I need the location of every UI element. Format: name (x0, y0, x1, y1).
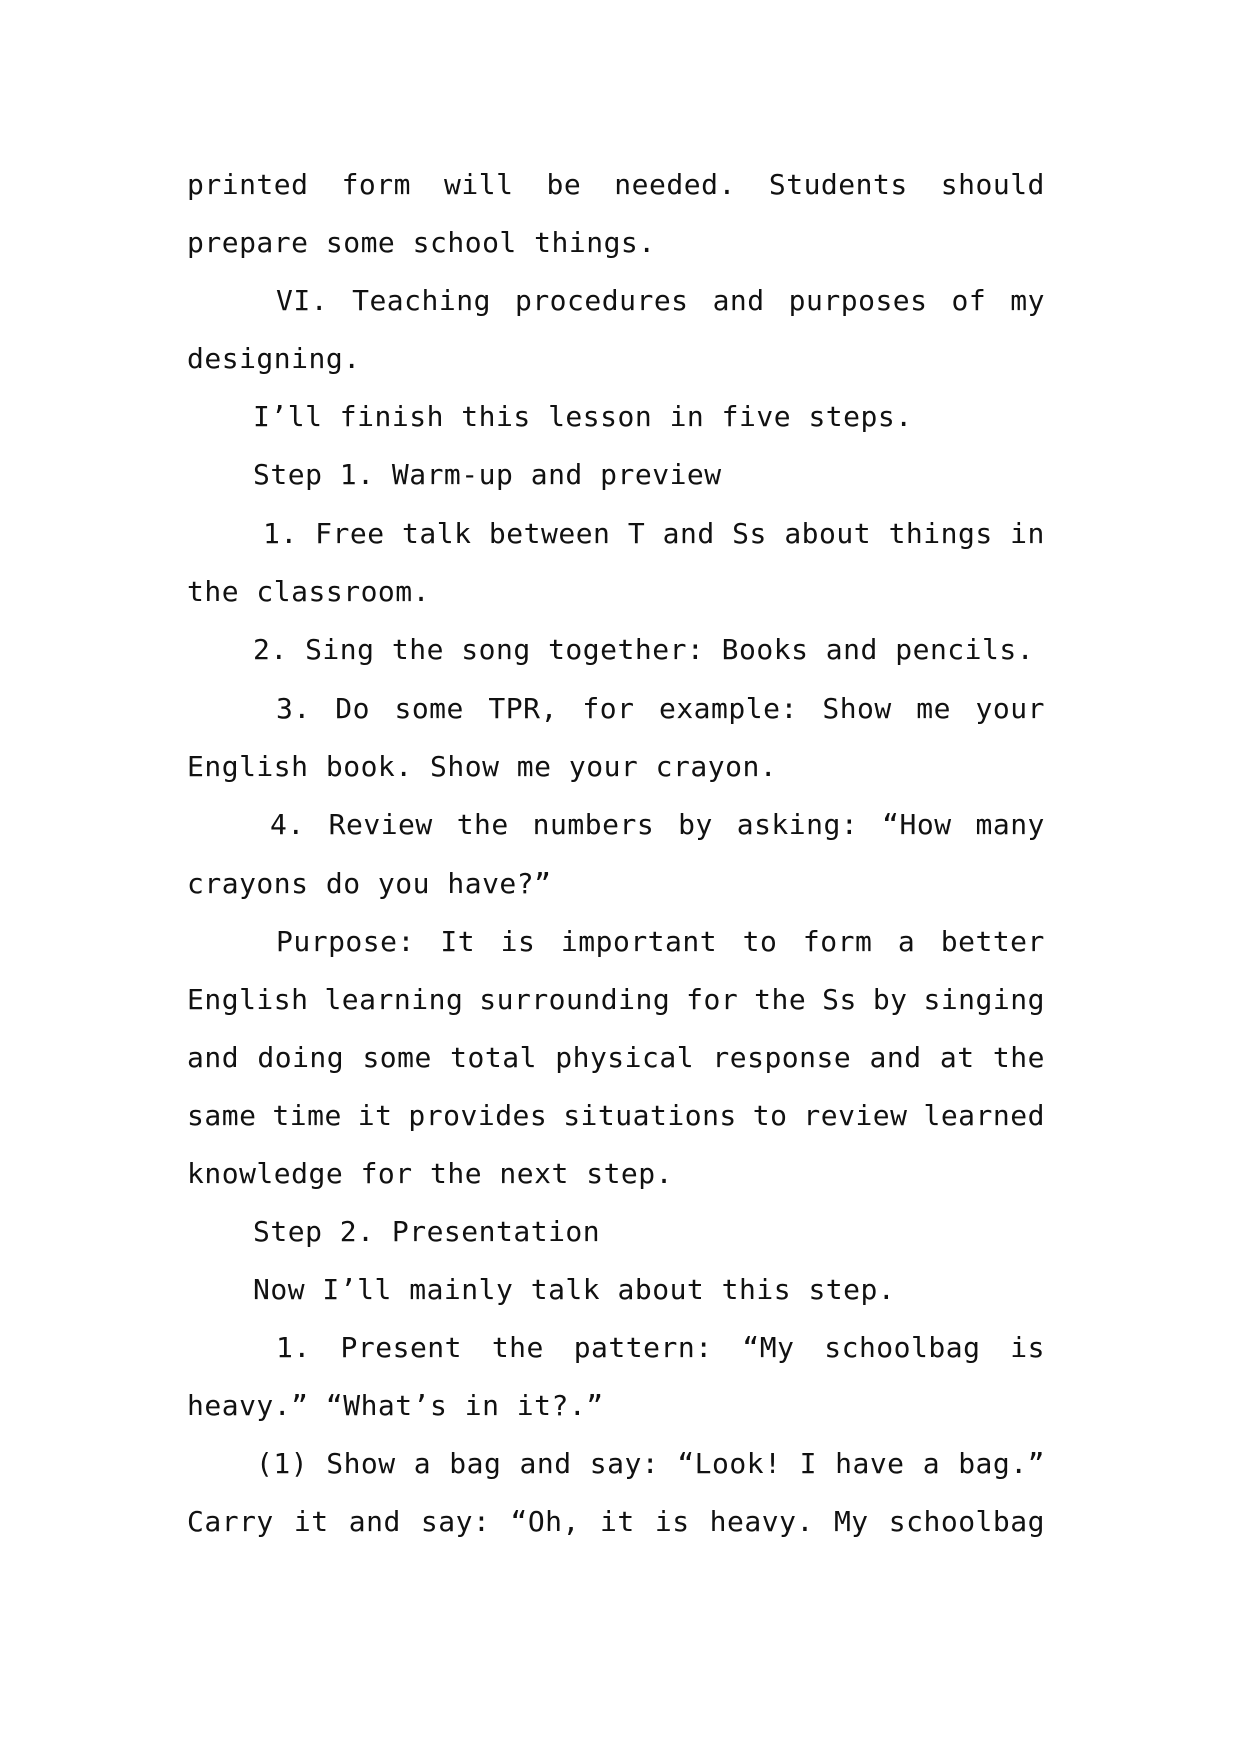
step-2-intro: Now I’ll mainly talk about this step. (253, 1273, 896, 1306)
word: My (833, 1505, 869, 1538)
word: physical (555, 1041, 695, 1074)
word: singing (923, 983, 1045, 1016)
word: procedures (514, 284, 689, 317)
word: Do (335, 692, 370, 725)
step-1-item-3-line-2: English book. Show me your crayon. (187, 750, 778, 783)
word: form (341, 168, 411, 201)
word: and (869, 1041, 922, 1074)
word: total (450, 1041, 537, 1074)
step-1-item-2: 2. Sing the song together: Books and pencils. (253, 633, 1035, 666)
word: for (686, 983, 739, 1016)
purpose-line-2 (187, 982, 1045, 1018)
word: it (357, 1099, 393, 1132)
word: is (1010, 1331, 1045, 1364)
word: say: (420, 1505, 491, 1538)
word: by (678, 808, 713, 841)
word: Purpose: (276, 925, 415, 958)
word: situations (563, 1099, 737, 1132)
word: learning (324, 983, 464, 1016)
word: TPR, (488, 692, 558, 725)
word: example: (658, 692, 798, 725)
word: by (872, 983, 908, 1016)
word: pattern: (573, 1331, 713, 1364)
word: the (491, 1331, 544, 1364)
word: numbers (532, 808, 655, 841)
step-1-item-4-line-1 (270, 807, 1045, 843)
word: say: (589, 1447, 660, 1480)
word: important (560, 925, 718, 958)
word: will (444, 168, 514, 201)
word: talk (402, 517, 472, 550)
word: “Look! (677, 1447, 782, 1480)
word: T (627, 517, 646, 550)
word: 3. (276, 692, 311, 725)
word: same (187, 1099, 257, 1132)
step-2-subitem-1-line-1 (256, 1446, 1045, 1482)
word: Teaching (352, 284, 491, 317)
word: 1. (276, 1331, 311, 1364)
word: the (456, 808, 509, 841)
word: Present (340, 1331, 463, 1364)
word: better (940, 925, 1045, 958)
word: and (348, 1505, 401, 1538)
word: Ss (732, 517, 767, 550)
word: “How (882, 808, 952, 841)
word: to (752, 1099, 788, 1132)
word: Ss (822, 983, 857, 1016)
step-2-item-1-line-1 (276, 1330, 1045, 1366)
word: to (742, 925, 778, 958)
word: of (951, 284, 987, 317)
word: provides (408, 1099, 548, 1132)
word: a (922, 1447, 941, 1480)
word: the (992, 1041, 1045, 1074)
step-1-item-4-line-2: crayons do you have?” (187, 867, 552, 900)
word: response (712, 1041, 852, 1074)
intro-line: I’ll finish this lesson in five steps. (253, 400, 913, 433)
word: a (897, 925, 916, 958)
word: and (187, 1041, 240, 1074)
word: for (582, 692, 635, 725)
word: VI. (276, 284, 329, 317)
word: Show (822, 692, 892, 725)
word: “My (742, 1331, 795, 1364)
word: asking: (736, 808, 859, 841)
word: 4. (270, 808, 305, 841)
word: is (500, 925, 536, 958)
word: be (546, 168, 582, 201)
word: heavy. (709, 1505, 814, 1538)
word: Students (768, 168, 908, 201)
purpose-line-5: knowledge for the next step. (187, 1157, 674, 1190)
word: at (939, 1041, 975, 1074)
word: have (835, 1447, 905, 1480)
word: some (394, 692, 464, 725)
step-2-heading: Step 2. Presentation (253, 1215, 601, 1248)
step-1-item-1-line-1 (263, 516, 1045, 552)
word: your (975, 692, 1045, 725)
word: is (654, 1505, 690, 1538)
word: surrounding (479, 983, 671, 1016)
word: and (662, 517, 715, 550)
word: time (272, 1099, 342, 1132)
step-1-item-1-line-2: the classroom. (187, 575, 431, 608)
word: many (975, 808, 1045, 841)
word: English (187, 983, 309, 1016)
purpose-line-3 (187, 1040, 1045, 1076)
word: Carry (187, 1505, 274, 1538)
word: 1. (263, 517, 298, 550)
word: (1) (256, 1447, 309, 1480)
word: and (519, 1447, 572, 1480)
word: my (1010, 284, 1045, 317)
word: printed (187, 168, 309, 201)
word: should (940, 168, 1045, 201)
step-1-item-3-line-1 (276, 691, 1045, 727)
word: “Oh, (510, 1505, 580, 1538)
word: me (916, 692, 952, 725)
section-heading-line-1 (276, 283, 1045, 319)
word: some (362, 1041, 432, 1074)
word: and (712, 284, 765, 317)
word: schoolbag (888, 1505, 1045, 1538)
word: Review (328, 808, 433, 841)
paragraph-line-1 (187, 167, 1045, 203)
word: about (784, 517, 872, 550)
word: It (440, 925, 476, 958)
purpose-line-1 (276, 924, 1045, 960)
step-1-heading: Step 1. Warm-up and preview (253, 458, 722, 491)
word: the (754, 983, 807, 1016)
word: Show (326, 1447, 396, 1480)
word: between (488, 517, 611, 550)
word: schoolbag (824, 1331, 981, 1364)
word: a (413, 1447, 432, 1480)
step-2-item-1-line-2: heavy.” “What’s in it?.” (187, 1389, 604, 1422)
word: bag.” (958, 1447, 1045, 1480)
word: doing (257, 1041, 345, 1074)
step-2-subitem-1-line-2 (187, 1504, 1045, 1540)
word: form (802, 925, 873, 958)
paragraph-line-2: prepare some school things. (187, 226, 656, 259)
word: Free (315, 517, 385, 550)
word: purposes (788, 284, 928, 317)
purpose-line-4 (187, 1098, 1045, 1134)
word: it (600, 1505, 635, 1538)
word: in (1010, 517, 1045, 550)
section-heading-line-2: designing. (187, 342, 361, 375)
word: review (803, 1099, 908, 1132)
word: I (799, 1447, 817, 1480)
word: bag (449, 1447, 502, 1480)
word: learned (923, 1099, 1045, 1132)
word: it (293, 1505, 329, 1538)
word: needed. (614, 168, 736, 201)
word: things (888, 517, 993, 550)
